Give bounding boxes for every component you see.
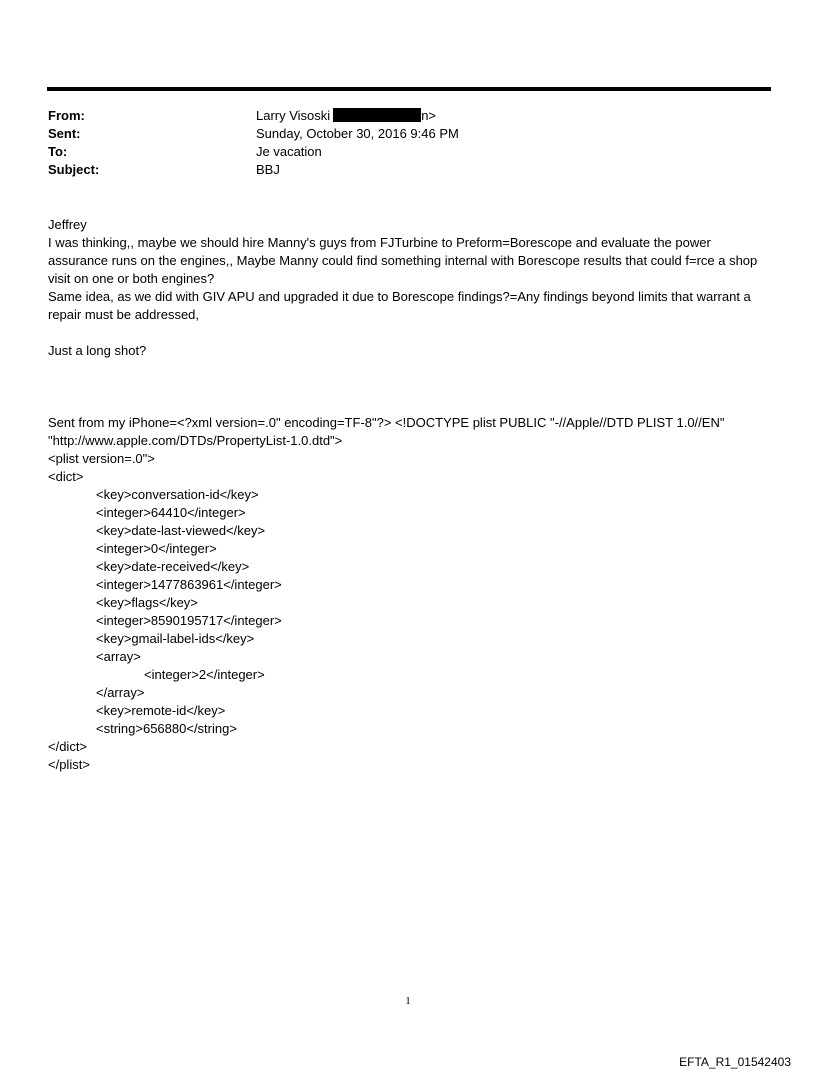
email-body: [48, 216, 773, 774]
plist-line: <key>date-last-viewed</key>: [96, 523, 266, 538]
plist-array-item: <integer>2</integer>: [144, 667, 265, 682]
sent-label: Sent:: [48, 126, 81, 141]
paragraph-1: I was thinking,, maybe we should hire Manny's guys from FJTurbine to Preform=Borescope and evaluate the power assurance runs on the engines,, Maybe Manny could find something internal with Borescope results that could f=rce a shop visit on one or both engines?: [48, 235, 758, 286]
to-row: [48, 143, 459, 161]
plist-line: <string>656880</string>: [96, 721, 237, 736]
subject-label: Subject:: [48, 162, 100, 177]
from-value: [256, 107, 436, 125]
plist-line: <key>flags</key>: [96, 595, 198, 610]
redaction-box: [333, 108, 421, 122]
plist-open: <plist version=.0">: [48, 451, 155, 466]
from-tail: n>: [421, 108, 437, 123]
plist-line: <key>remote-id</key>: [96, 703, 226, 718]
greeting: Jeffrey: [48, 217, 87, 232]
paragraph-2: Same idea, as we did with GIV APU and upgraded it due to Borescope findings?=Any findings beyond limits that warrant a repair must be addressed,: [48, 289, 751, 322]
subject-value: BBJ: [256, 162, 280, 177]
to-label: To:: [48, 144, 68, 159]
to-value: Je vacation: [256, 144, 322, 159]
sent-value: Sunday, October 30, 2016 9:46 PM: [256, 126, 459, 141]
plist-line: <key>date-received</key>: [96, 559, 250, 574]
sent-row: [48, 125, 459, 143]
plist-line: <key>gmail-label-ids</key>: [96, 631, 255, 646]
page-number: 1: [405, 995, 411, 1007]
plist-line: </array>: [96, 685, 145, 700]
plist-line: <integer>8590195717</integer>: [96, 613, 282, 628]
plist-line: <integer>64410</integer>: [96, 505, 246, 520]
from-row: [48, 107, 459, 125]
subject-row: [48, 161, 459, 179]
plist-line: <key>conversation-id</key>: [96, 487, 259, 502]
dict-close: </dict>: [48, 739, 88, 754]
plist-line: <array>: [96, 649, 141, 664]
plist-line: <integer>0</integer>: [96, 541, 217, 556]
signature-line: Sent from my iPhone=<?xml version=.0" encoding=TF-8"?> <!DOCTYPE plist PUBLIC "-//Apple//DTD PLIST 1.0//EN" "http://www.apple.com/DTDs/PropertyList-1.0.dtd">: [48, 415, 725, 448]
document-id: EFTA_R1_01542403: [679, 1055, 791, 1069]
email-header: [48, 107, 459, 179]
plist-line: <integer>1477863961</integer>: [96, 577, 282, 592]
dict-open: <dict>: [48, 469, 84, 484]
plist-close: </plist>: [48, 757, 90, 772]
header-rule: [47, 87, 771, 91]
from-name: Larry Visoski: [256, 108, 331, 123]
from-label: From:: [48, 108, 85, 123]
paragraph-3: Just a long shot?: [48, 343, 147, 358]
